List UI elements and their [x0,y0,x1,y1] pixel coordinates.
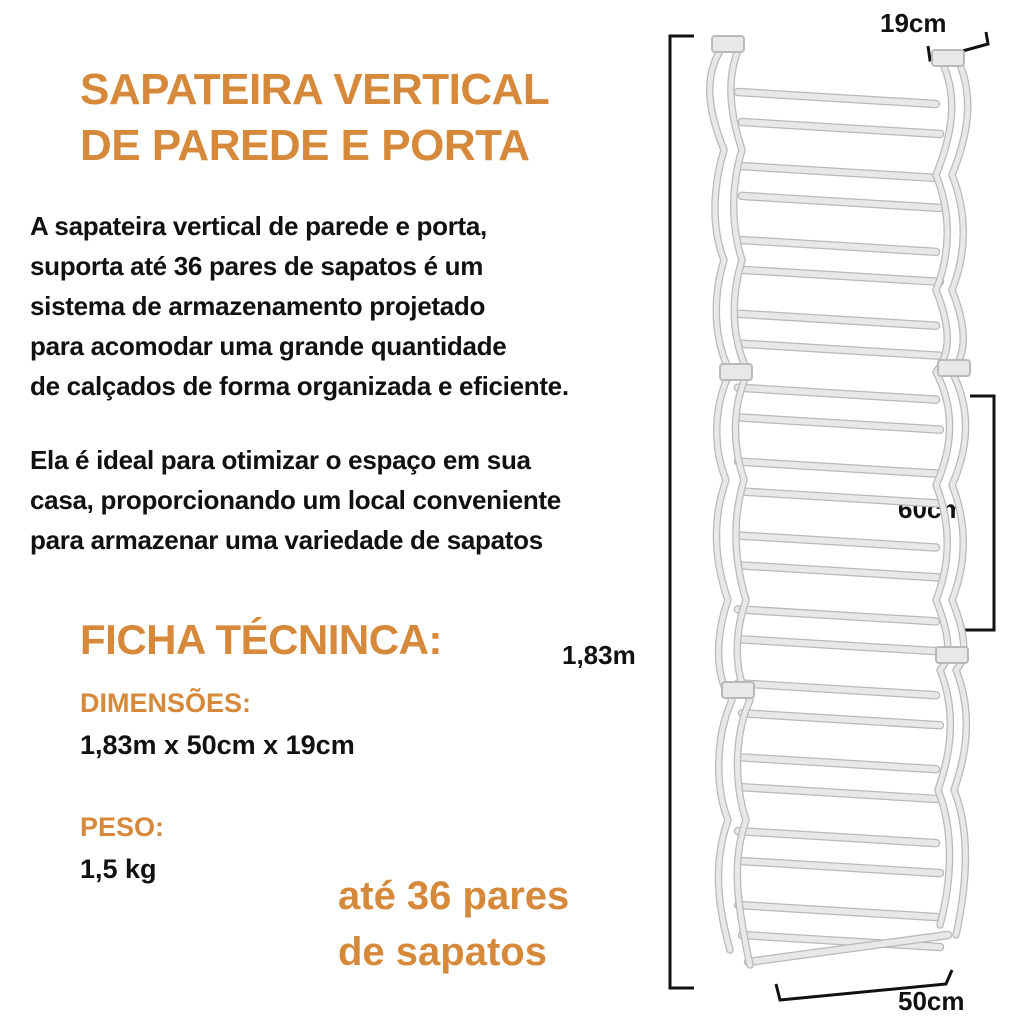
width-label: 50cm [898,986,965,1016]
capacity-line-2: de sapatos [338,930,547,974]
rack-connector [932,50,964,66]
weight-value: 1,5 kg [80,854,157,884]
description-line: sistema de armazenamento projetado [30,291,486,321]
rack-frame [710,36,970,965]
rack-connector [712,36,744,52]
rack-shelves [738,92,948,962]
width-bracket [776,970,952,1000]
description-line: casa, proporcionando um local conveniente [30,485,561,515]
description-line: Ela é ideal para otimizar o espaço em sua [30,445,531,475]
specs-heading: FICHA TÉCNINCA: [80,616,442,663]
rack-connector [720,364,752,380]
depth-label: 19cm [880,8,947,38]
dimensions-value: 1,83m x 50cm x 19cm [80,730,355,760]
section-height-label: 60cm [898,494,965,524]
rack-connector [938,360,970,376]
title-line-2: DE PAREDE E PORTA [80,121,530,170]
total-height-bracket [670,36,694,988]
rack-connector [936,647,968,663]
description-line: para acomodar uma grande quantidade [30,331,507,361]
capacity-line-1: até 36 pares [338,874,570,918]
dimensions-label: DIMENSÕES: [80,688,252,718]
description-line: suporta até 36 pares de sapatos é um [30,251,484,281]
description-line: A sapateira vertical de parede e porta, [30,211,487,241]
total-height-label: 1,83m [562,640,636,670]
title-line-1: SAPATEIRA VERTICAL [80,65,550,114]
description-line: de calçados de forma organizada e eficiente. [30,371,569,401]
weight-label: PESO: [80,812,165,842]
description-line: para armazenar uma variedade de sapatos [30,525,543,555]
rack-connector [722,682,754,698]
